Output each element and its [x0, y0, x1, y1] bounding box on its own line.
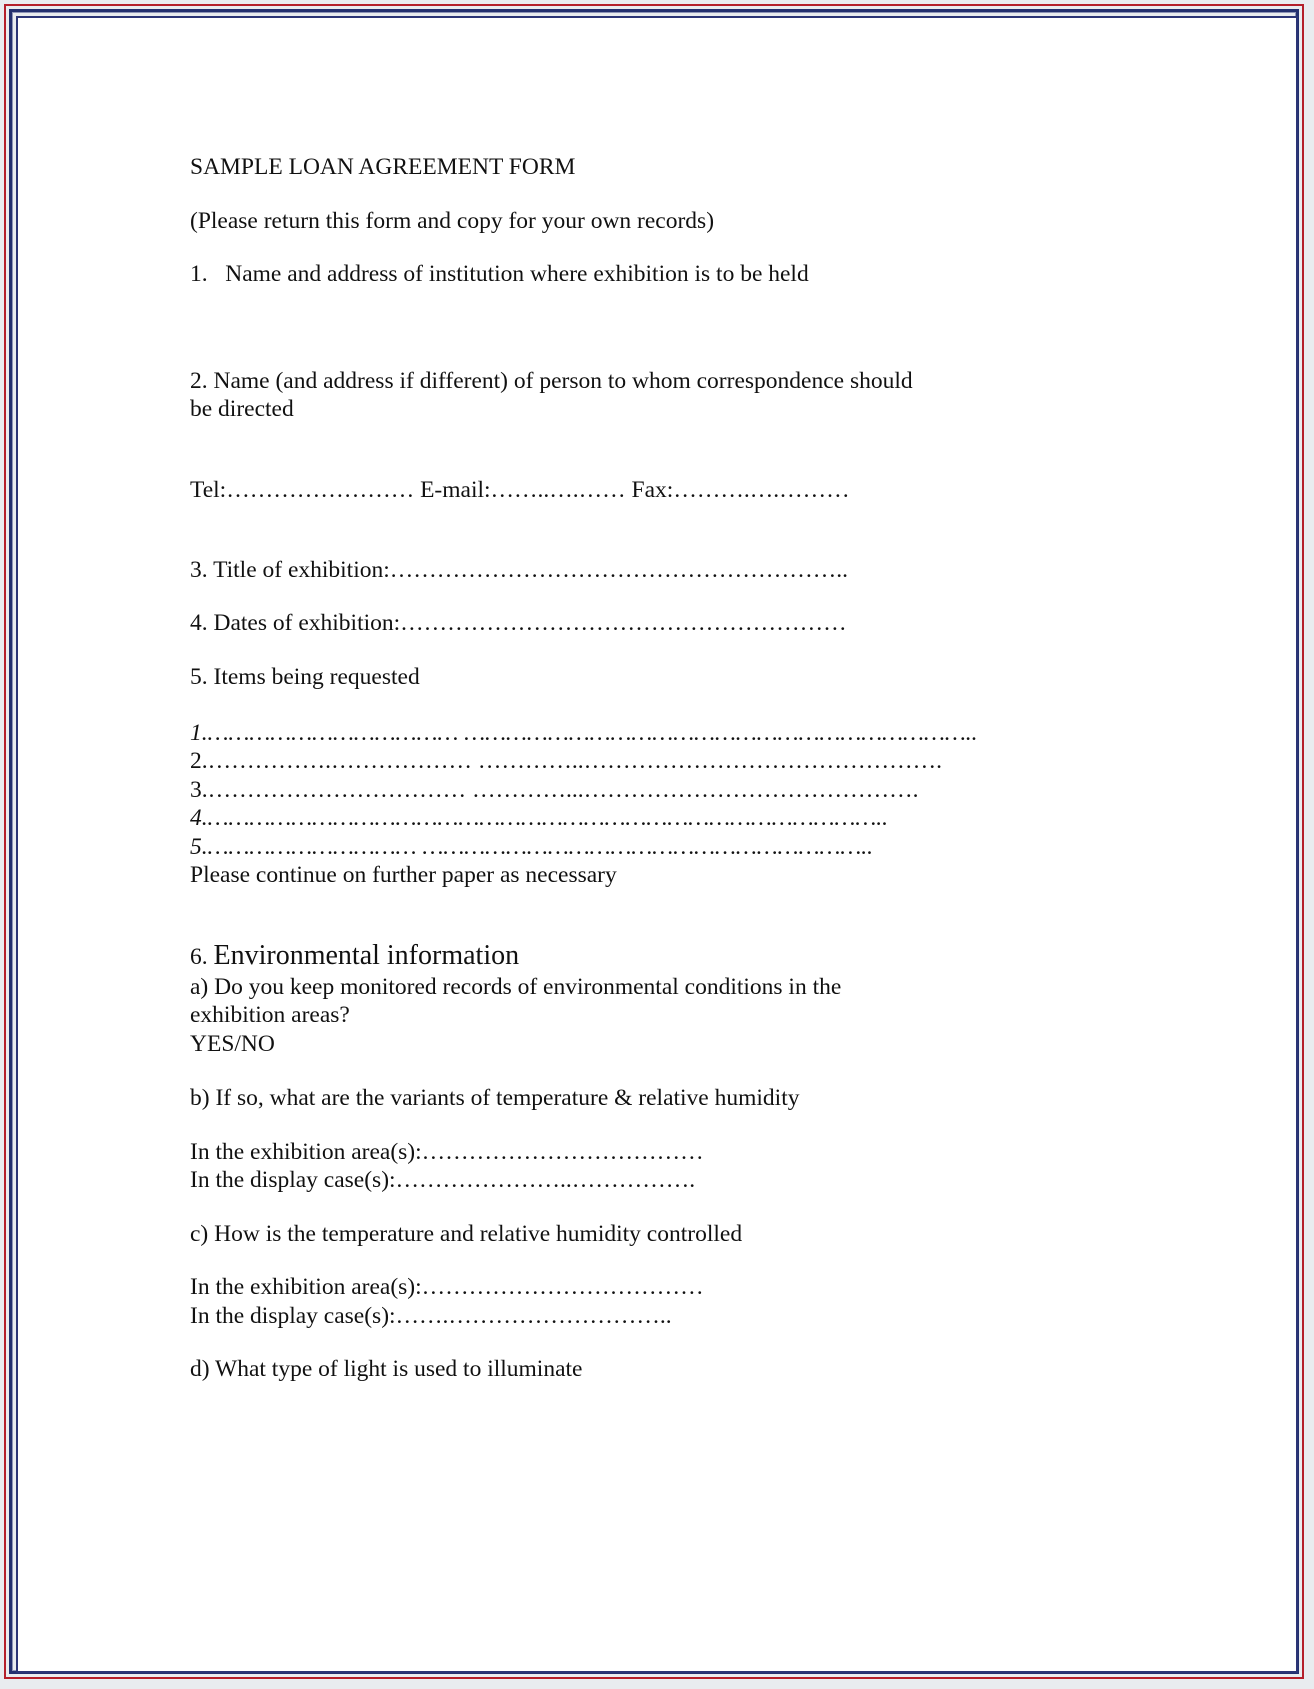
section-6-heading: [190, 940, 1090, 973]
contact-fields[interactable]: Tel:…………………… E-mail:……..….…… Fax:……….….………: [190, 476, 850, 503]
item-number: 5.: [190, 833, 208, 860]
item-dots: …………………………… …………...…………………………………….: [207, 776, 919, 803]
form-subtitle: (Please return this form and copy for your own records): [190, 207, 715, 234]
item-line-1[interactable]: [190, 719, 1090, 748]
item-dots: ……………………………………………………………………………………..: [207, 805, 889, 831]
question-6b: b) If so, what are the variants of temperature & relative humidity: [190, 1085, 800, 1111]
question-2-line2: be directed: [190, 396, 294, 422]
question-6b-case-field[interactable]: In the display case(s):…………………..…………….: [190, 1167, 696, 1193]
question-6c-area-field[interactable]: In the exhibition area(s):………………………………: [190, 1274, 704, 1300]
question-2-line1: 2. Name (and address if different) of person to whom correspondence should: [190, 367, 913, 394]
question-6c-case-field[interactable]: In the display case(s):…….………………………..: [190, 1302, 672, 1329]
yes-no-answer[interactable]: YES/NO: [190, 1030, 275, 1057]
section-6-title: Environmental information: [213, 939, 520, 971]
form-content: [190, 148, 1090, 1384]
item-number: 1.: [190, 719, 208, 746]
item-line-2[interactable]: [190, 747, 1090, 776]
question-6a-line1: a) Do you keep monitored records of environmental conditions in the: [190, 973, 842, 1000]
question-6a-line2: exhibition areas?: [190, 1002, 350, 1028]
item-dots: …………….……………… …………..……………………………………….: [207, 748, 942, 774]
item-line-3[interactable]: [190, 776, 1090, 805]
question-3-title-field[interactable]: 3. Title of exhibition:…………………………………………………..: [190, 557, 849, 583]
question-6c: c) How is the temperature and relative humidity controlled: [190, 1220, 743, 1247]
question-6d: d) What type of light is used to illuminate: [190, 1356, 583, 1382]
question-4-dates-field[interactable]: 4. Dates of exhibition:…………………………………………………: [190, 609, 847, 636]
item-line-4[interactable]: [190, 804, 1090, 833]
question-6b-area-field[interactable]: In the exhibition area(s):………………………………: [190, 1138, 704, 1165]
question-5: 5. Items being requested: [190, 664, 420, 690]
item-number: 4.: [190, 805, 208, 831]
item-line-5[interactable]: [190, 833, 1090, 862]
question-1: 1. Name and address of institution where exhibition is to be held: [190, 261, 809, 287]
item-number: 3.: [190, 776, 208, 803]
item-dots: ………………………… ………………………………………………………..: [207, 833, 874, 860]
form-title: SAMPLE LOAN AGREEMENT FORM: [190, 154, 576, 180]
item-number: 2.: [190, 748, 208, 774]
continue-note: Please continue on further paper as necessary: [190, 862, 617, 888]
item-dots: ……………………………… ………………………………………………………………..: [207, 719, 978, 746]
section-6-number: 6.: [190, 943, 214, 970]
items-list: [190, 719, 1090, 862]
